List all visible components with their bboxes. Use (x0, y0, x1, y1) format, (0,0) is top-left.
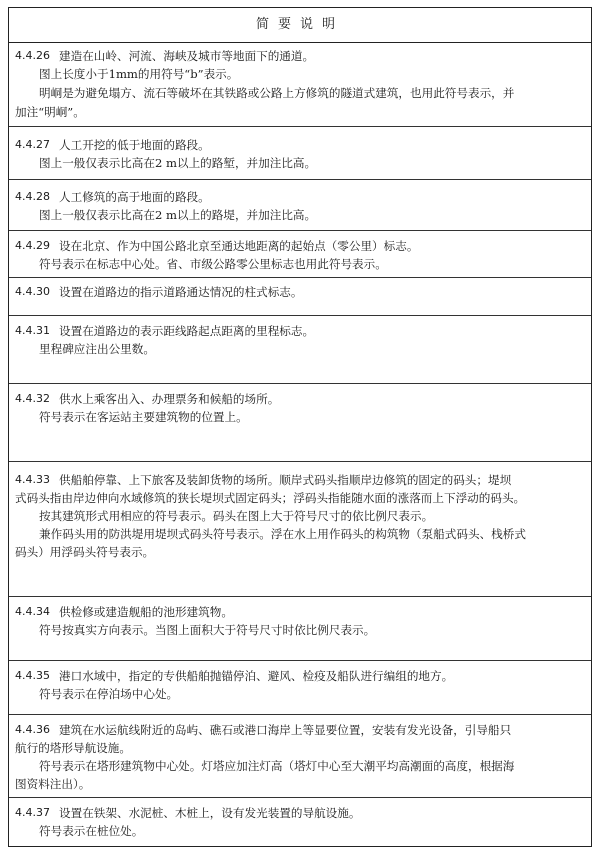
table-row (9, 278, 591, 316)
item-line: 设在北京、作为中国公路北京至通达地距离的起始点（零公里）标志。 (59, 239, 419, 253)
table-row (9, 384, 591, 462)
item-number: 4.4.30 (15, 285, 50, 298)
item-number: 4.4.35 (15, 669, 50, 682)
item-line: 图上一般仅表示比高在2 m以上的路堑，并加注比高。 (39, 156, 317, 170)
item-line: 明峒是为避免塌方、流石等破坏在其铁路或公路上方修筑的隧道式建筑，也用此符号表示，并 (39, 86, 515, 100)
item-line: 符号表示在客运站主要建筑物的位置上。 (39, 410, 248, 424)
item-line: 供水上乘客出入、办理票务和候船的场所。 (59, 392, 280, 406)
item-line: 图上一般仅表示比高在2 m以上的路堤，并加注比高。 (39, 208, 317, 222)
item-line: 按其建筑形式用相应的符号表示。码头在图上大于符号尺寸的依比例尺表示。 (39, 509, 434, 523)
table-row (9, 597, 591, 661)
item-number: 4.4.34 (15, 605, 50, 618)
item-line: 里程碑应注出公里数。 (39, 342, 155, 356)
item-number: 4.4.36 (15, 723, 50, 736)
item-line: 加注“明峒”。 (15, 105, 85, 119)
item-line: 设置在道路边的指示道路通达情况的柱式标志。 (59, 285, 303, 299)
item-line: 设置在道路边的表示距线路起点距离的里程标志。 (59, 324, 315, 338)
table-row (9, 127, 591, 180)
item-line: 人工开挖的低于地面的路段。 (59, 138, 210, 152)
item-line: 人工修筑的高于地面的路段。 (59, 190, 210, 204)
item-line: 符号表示在停泊场中心处。 (39, 687, 179, 701)
item-number: 4.4.28 (15, 190, 50, 203)
item-line: 供检修或建造舰船的池形建筑物。 (59, 605, 233, 619)
item-number: 4.4.26 (15, 49, 50, 62)
item-line: 兼作码头用的防洪堤用堤坝式码头符号表示。浮在水上用作码头的构筑物（泵船式码头、栈桥式 (39, 527, 526, 541)
table-row (9, 231, 591, 278)
item-line: 图资料注出）。 (15, 777, 91, 791)
item-line: 供船舶停靠、上下旅客及装卸货物的场所。顺岸式码头指顺岸边修筑的固定的码头；堤坝 (59, 473, 512, 487)
table-row (9, 42, 591, 127)
item-line: 符号表示在桩位处。 (39, 824, 144, 838)
table-row (9, 180, 591, 231)
item-number: 4.4.31 (15, 324, 50, 337)
item-line: 符号按真实方向表示。当图上面积大于符号尺寸时依比例尺表示。 (39, 623, 376, 637)
table-row (9, 798, 591, 846)
item-number: 4.4.37 (15, 806, 50, 819)
item-line: 式码头指由岸边伸向水域修筑的狭长堤坝式固定码头；浮码头指能随水面的涨落而上下浮动的码头。 (15, 491, 526, 505)
table-row (9, 715, 591, 798)
table-row (9, 661, 591, 715)
description-table (8, 7, 592, 847)
table-row (9, 462, 591, 597)
item-line: 航行的塔形导航设施。 (15, 741, 131, 755)
item-line: 符号表示在标志中心处。省、市级公路零公里标志也用此符号表示。 (39, 257, 387, 271)
item-line: 建造在山岭、河流、海峡及城市等地面下的通道。 (59, 49, 315, 63)
item-line: 建筑在水运航线附近的岛屿、礁石或港口海岸上等显要位置，安装有发光设备，引导船只 (59, 723, 512, 737)
item-number: 4.4.29 (15, 239, 50, 252)
item-line: 设置在铁架、水泥桩、木桩上，设有发光装置的导航设施。 (59, 806, 361, 820)
item-line: 码头）用浮码头符号表示。 (15, 545, 155, 559)
item-number: 4.4.33 (15, 473, 50, 486)
item-number: 4.4.32 (15, 392, 50, 405)
item-line: 图上长度小于1mm的用符号“b”表示。 (39, 67, 239, 81)
item-line: 港口水域中，指定的专供船舶抛锚停泊、避风、检疫及船队进行编组的地方。 (59, 669, 454, 683)
item-number: 4.4.27 (15, 138, 50, 151)
item-line: 符号表示在塔形建筑物中心处。灯塔应加注灯高（塔灯中心至大潮平均高潮面的高度，根据海 (39, 759, 515, 773)
table-row (9, 316, 591, 384)
table-header: 简要说明 (9, 8, 591, 43)
